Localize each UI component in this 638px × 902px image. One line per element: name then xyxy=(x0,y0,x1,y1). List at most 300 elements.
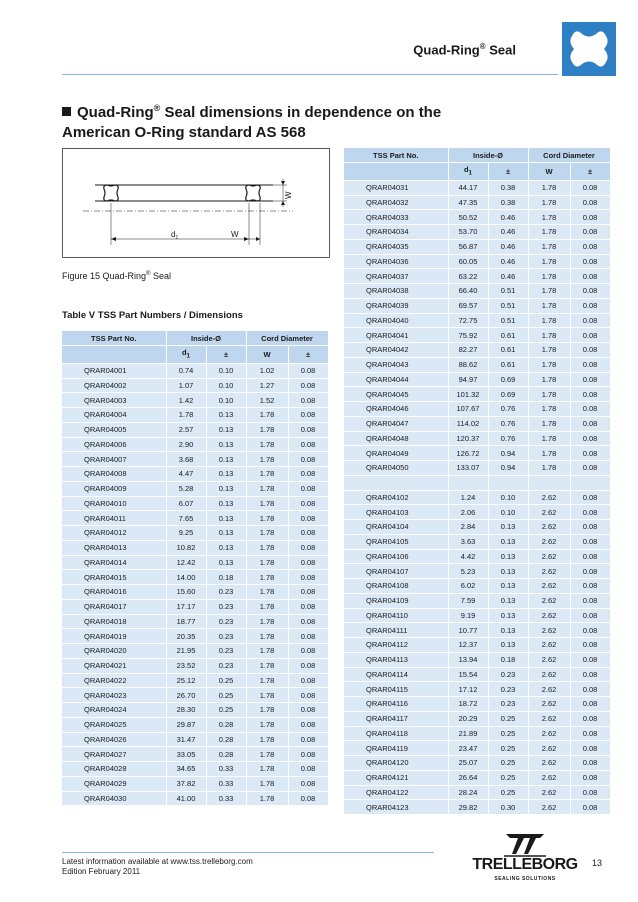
cell-inside-tolerance: 0.33 xyxy=(206,776,246,791)
cell-part-no: QRAR04104 xyxy=(344,520,448,535)
cell-cord-w: 2.62 xyxy=(528,549,570,564)
cell-cord-w: 2.62 xyxy=(528,741,570,756)
table-header-row xyxy=(62,331,328,346)
cell-inside-tolerance: 0.25 xyxy=(488,770,528,785)
cell-cord-w: 1.78 xyxy=(246,452,288,467)
cell-part-no: QRAR04032 xyxy=(344,195,448,210)
cell-cord-tolerance: 0.08 xyxy=(570,195,610,210)
table-row xyxy=(344,475,610,490)
cell-cord-w: 2.62 xyxy=(528,534,570,549)
cell-inside-tolerance: 0.46 xyxy=(488,210,528,225)
cell-inside-d1: 10.77 xyxy=(448,623,488,638)
cell-inside-tolerance: 0.23 xyxy=(206,629,246,644)
cell-inside-d1: 23.52 xyxy=(166,658,206,673)
cell-part-no: QRAR04006 xyxy=(62,437,166,452)
table-row xyxy=(62,422,328,437)
cell-cord-tolerance: 0.08 xyxy=(288,658,328,673)
cell-part-no: QRAR04022 xyxy=(62,673,166,688)
cell-inside-tolerance: 0.51 xyxy=(488,284,528,299)
cell-inside-d1: 28.24 xyxy=(448,785,488,800)
cell-cord-w: 1.78 xyxy=(246,481,288,496)
table-row xyxy=(62,614,328,629)
cell-cord-w: 1.78 xyxy=(246,511,288,526)
table-row xyxy=(62,511,328,526)
cell-part-no: QRAR04115 xyxy=(344,682,448,697)
cell-cord-w: 2.62 xyxy=(528,726,570,741)
cell-cord-w: 1.78 xyxy=(528,431,570,446)
table-row xyxy=(62,732,328,747)
cell-cord-w: 1.78 xyxy=(528,328,570,343)
cell-inside-d1: 126.72 xyxy=(448,446,488,461)
cell-inside-d1: 88.62 xyxy=(448,357,488,372)
cell-cord-w: 1.78 xyxy=(528,254,570,269)
table-cell-empty xyxy=(488,475,528,490)
w-vertical-label: W xyxy=(284,191,293,199)
cell-cord-w: 1.78 xyxy=(528,313,570,328)
table-row xyxy=(62,599,328,614)
cell-cord-tolerance: 0.08 xyxy=(570,284,610,299)
cell-inside-d1: 5.28 xyxy=(166,481,206,496)
cell-cord-tolerance: 0.08 xyxy=(570,225,610,240)
cell-part-no: QRAR04007 xyxy=(62,452,166,467)
header-d1: $d_1$ xyxy=(166,346,206,364)
cell-cord-w: 1.78 xyxy=(528,372,570,387)
page-header-title: Quad-Ring® Seal xyxy=(413,42,516,58)
table-row xyxy=(62,467,328,482)
cell-inside-d1: 69.57 xyxy=(448,298,488,313)
cell-cord-tolerance: 0.08 xyxy=(570,416,610,431)
cell-inside-d1: 21.95 xyxy=(166,644,206,659)
cell-part-no: QRAR04034 xyxy=(344,225,448,240)
header-w: W xyxy=(528,163,570,181)
cell-inside-d1: 66.40 xyxy=(448,284,488,299)
cell-inside-d1: 4.47 xyxy=(166,467,206,482)
cell-inside-tolerance: 0.25 xyxy=(488,726,528,741)
cell-inside-d1: 20.35 xyxy=(166,629,206,644)
cell-cord-tolerance: 0.08 xyxy=(570,800,610,815)
cell-part-no: QRAR04030 xyxy=(62,791,166,806)
cell-cord-tolerance: 0.08 xyxy=(570,564,610,579)
cell-cord-w: 2.62 xyxy=(528,638,570,653)
cell-cord-tolerance: 0.08 xyxy=(288,791,328,806)
cell-cord-tolerance: 0.08 xyxy=(570,180,610,195)
table-row xyxy=(62,555,328,570)
table-row xyxy=(62,363,328,378)
cell-inside-tolerance: 0.46 xyxy=(488,254,528,269)
cell-part-no: QRAR04047 xyxy=(344,416,448,431)
cell-inside-d1: 6.07 xyxy=(166,496,206,511)
cell-cord-tolerance: 0.08 xyxy=(570,387,610,402)
cell-inside-d1: 56.87 xyxy=(448,239,488,254)
cell-cord-w: 1.78 xyxy=(246,437,288,452)
cell-inside-tolerance: 0.38 xyxy=(488,180,528,195)
cell-inside-d1: 1.42 xyxy=(166,393,206,408)
cell-cord-tolerance: 0.08 xyxy=(570,431,610,446)
cell-inside-tolerance: 0.13 xyxy=(206,540,246,555)
cell-inside-tolerance: 0.25 xyxy=(488,785,528,800)
cell-cord-w: 1.78 xyxy=(246,496,288,511)
trelleborg-emblem-icon xyxy=(466,830,584,858)
figure-quad-ring-drawing xyxy=(62,148,330,258)
cell-part-no: QRAR04033 xyxy=(344,210,448,225)
cell-part-no: QRAR04117 xyxy=(344,711,448,726)
table-cell-empty xyxy=(448,475,488,490)
cell-cord-tolerance: 0.08 xyxy=(570,446,610,461)
cell-part-no: QRAR04042 xyxy=(344,343,448,358)
cell-inside-d1: 120.37 xyxy=(448,431,488,446)
table-row xyxy=(62,762,328,777)
cell-inside-tolerance: 0.10 xyxy=(206,363,246,378)
cell-inside-d1: 133.07 xyxy=(448,461,488,476)
cell-inside-tolerance: 0.25 xyxy=(206,703,246,718)
table-row xyxy=(344,756,610,771)
cell-inside-tolerance: 0.13 xyxy=(488,520,528,535)
table-row xyxy=(344,652,610,667)
cell-inside-tolerance: 0.28 xyxy=(206,747,246,762)
table-row xyxy=(344,726,610,741)
cell-cord-tolerance: 0.08 xyxy=(288,599,328,614)
cell-inside-tolerance: 0.76 xyxy=(488,402,528,417)
cell-inside-tolerance: 0.13 xyxy=(206,555,246,570)
cell-cord-w: 1.78 xyxy=(528,225,570,240)
cell-cord-w: 1.78 xyxy=(246,747,288,762)
header-w: W xyxy=(246,346,288,364)
cell-inside-tolerance: 0.13 xyxy=(206,526,246,541)
cell-inside-d1: 101.32 xyxy=(448,387,488,402)
cell-part-no: QRAR04008 xyxy=(62,467,166,482)
table-row xyxy=(344,579,610,594)
cell-part-no: QRAR04041 xyxy=(344,328,448,343)
table-row xyxy=(344,446,610,461)
cell-cord-tolerance: 0.08 xyxy=(288,437,328,452)
cell-part-no: QRAR04107 xyxy=(344,564,448,579)
table-header-row xyxy=(344,148,610,163)
table-row xyxy=(344,343,610,358)
cell-part-no: QRAR04123 xyxy=(344,800,448,815)
cell-cord-tolerance: 0.08 xyxy=(288,776,328,791)
trelleborg-tagline: SEALING SOLUTIONS xyxy=(494,876,556,882)
header-d1: $d_1$ xyxy=(448,163,488,181)
cell-inside-d1: 18.77 xyxy=(166,614,206,629)
cell-inside-d1: 1.78 xyxy=(166,408,206,423)
cell-cord-w: 1.78 xyxy=(528,239,570,254)
cell-inside-tolerance: 0.13 xyxy=(488,534,528,549)
cell-cord-w: 1.78 xyxy=(528,195,570,210)
cell-part-no: QRAR04026 xyxy=(62,732,166,747)
cell-inside-tolerance: 0.13 xyxy=(488,623,528,638)
table-row xyxy=(62,747,328,762)
cell-cord-tolerance: 0.08 xyxy=(570,652,610,667)
trelleborg-logo xyxy=(466,830,584,888)
cell-inside-tolerance: 0.18 xyxy=(206,570,246,585)
cell-inside-d1: 1.07 xyxy=(166,378,206,393)
cell-cord-w: 2.62 xyxy=(528,623,570,638)
table-row xyxy=(344,593,610,608)
cell-inside-tolerance: 0.28 xyxy=(206,717,246,732)
table-row xyxy=(62,717,328,732)
table-row xyxy=(344,254,610,269)
cell-cord-w: 1.78 xyxy=(246,673,288,688)
cell-inside-d1: 17.17 xyxy=(166,599,206,614)
table-subheader-row xyxy=(344,163,610,181)
cell-cord-tolerance: 0.08 xyxy=(288,673,328,688)
cell-cord-w: 1.78 xyxy=(246,688,288,703)
cell-cord-w: 1.78 xyxy=(246,422,288,437)
cell-inside-d1: 7.59 xyxy=(448,593,488,608)
table-row xyxy=(344,549,610,564)
cell-inside-d1: 9.19 xyxy=(448,608,488,623)
cell-cord-tolerance: 0.08 xyxy=(288,747,328,762)
table-row xyxy=(344,416,610,431)
cell-inside-d1: 34.65 xyxy=(166,762,206,777)
table-row xyxy=(344,785,610,800)
cell-cord-tolerance: 0.08 xyxy=(288,526,328,541)
footer-divider xyxy=(62,852,434,853)
cell-cord-tolerance: 0.08 xyxy=(288,422,328,437)
cell-cord-w: 2.62 xyxy=(528,800,570,815)
cell-cord-tolerance: 0.08 xyxy=(570,667,610,682)
cell-inside-d1: 0.74 xyxy=(166,363,206,378)
table-row xyxy=(344,357,610,372)
cell-inside-tolerance: 0.13 xyxy=(488,564,528,579)
table-row xyxy=(344,298,610,313)
cell-cord-w: 2.62 xyxy=(528,593,570,608)
cell-cord-tolerance: 0.08 xyxy=(570,756,610,771)
cell-cord-tolerance: 0.08 xyxy=(570,741,610,756)
cell-part-no: QRAR04122 xyxy=(344,785,448,800)
cell-cord-w: 1.78 xyxy=(528,357,570,372)
section-heading: Quad-Ring® Seal dimensions in dependence on the American O-Ring standard AS 568 xyxy=(62,103,442,141)
cell-cord-tolerance: 0.08 xyxy=(288,378,328,393)
cell-part-no: QRAR04038 xyxy=(344,284,448,299)
table-row xyxy=(344,461,610,476)
table-row xyxy=(344,490,610,505)
cell-inside-tolerance: 0.33 xyxy=(206,791,246,806)
cell-inside-tolerance: 0.13 xyxy=(206,481,246,496)
table-row xyxy=(344,638,610,653)
cell-part-no: QRAR04004 xyxy=(62,408,166,423)
cell-inside-d1: 13.94 xyxy=(448,652,488,667)
cell-cord-tolerance: 0.08 xyxy=(570,328,610,343)
table-row xyxy=(344,564,610,579)
header-tolerance: ± xyxy=(288,346,328,364)
cell-part-no: QRAR04002 xyxy=(62,378,166,393)
cell-part-no: QRAR04106 xyxy=(344,549,448,564)
cell-cord-w: 1.27 xyxy=(246,378,288,393)
cell-cord-tolerance: 0.08 xyxy=(288,393,328,408)
cell-inside-d1: 26.70 xyxy=(166,688,206,703)
cell-cord-tolerance: 0.08 xyxy=(288,688,328,703)
cell-part-no: QRAR04016 xyxy=(62,585,166,600)
cell-inside-d1: 12.37 xyxy=(448,638,488,653)
cell-part-no: QRAR04010 xyxy=(62,496,166,511)
cell-inside-tolerance: 0.23 xyxy=(488,667,528,682)
cell-inside-d1: 14.00 xyxy=(166,570,206,585)
cell-inside-d1: 50.52 xyxy=(448,210,488,225)
header-inside-diameter: Inside-Ø xyxy=(166,331,246,346)
quad-ring-logo xyxy=(562,22,616,76)
cell-cord-w: 1.78 xyxy=(528,210,570,225)
cell-inside-d1: 37.82 xyxy=(166,776,206,791)
part-number-table-right xyxy=(344,148,611,815)
cell-cord-w: 1.78 xyxy=(528,402,570,417)
table-row xyxy=(62,703,328,718)
cell-cord-tolerance: 0.08 xyxy=(570,520,610,535)
cell-inside-d1: 3.63 xyxy=(448,534,488,549)
cell-part-no: QRAR04043 xyxy=(344,357,448,372)
cell-inside-d1: 29.82 xyxy=(448,800,488,815)
table-row xyxy=(62,658,328,673)
cell-inside-tolerance: 0.10 xyxy=(206,393,246,408)
cell-cord-tolerance: 0.08 xyxy=(288,732,328,747)
cell-part-no: QRAR04021 xyxy=(62,658,166,673)
cell-part-no: QRAR04031 xyxy=(344,180,448,195)
cell-cord-w: 2.62 xyxy=(528,682,570,697)
cell-cord-w: 1.78 xyxy=(528,387,570,402)
cell-inside-tolerance: 0.10 xyxy=(488,505,528,520)
table-row xyxy=(62,540,328,555)
table-row xyxy=(344,697,610,712)
cell-cord-tolerance: 0.08 xyxy=(570,579,610,594)
cell-part-no: QRAR04001 xyxy=(62,363,166,378)
cell-inside-tolerance: 0.13 xyxy=(206,452,246,467)
cell-inside-tolerance: 0.13 xyxy=(488,549,528,564)
table-row xyxy=(344,534,610,549)
trelleborg-wordmark: TRELLEBORG xyxy=(472,856,578,873)
cell-inside-d1: 44.17 xyxy=(448,180,488,195)
cell-cord-w: 1.78 xyxy=(246,614,288,629)
cell-inside-tolerance: 0.94 xyxy=(488,446,528,461)
cell-cord-tolerance: 0.08 xyxy=(570,593,610,608)
cell-part-no: QRAR04025 xyxy=(62,717,166,732)
cell-inside-d1: 23.47 xyxy=(448,741,488,756)
footer-edition-line: Edition February 2011 xyxy=(62,867,141,876)
cell-part-no: QRAR04050 xyxy=(344,461,448,476)
cell-cord-tolerance: 0.08 xyxy=(288,570,328,585)
table-cell-empty xyxy=(528,475,570,490)
cell-inside-tolerance: 0.25 xyxy=(206,673,246,688)
cell-inside-tolerance: 0.13 xyxy=(488,608,528,623)
table-row xyxy=(62,776,328,791)
cell-inside-d1: 107.67 xyxy=(448,402,488,417)
cell-part-no: QRAR04012 xyxy=(62,526,166,541)
cell-inside-tolerance: 0.13 xyxy=(488,593,528,608)
cell-part-no: QRAR04005 xyxy=(62,422,166,437)
cell-cord-w: 1.78 xyxy=(246,555,288,570)
cell-inside-d1: 21.89 xyxy=(448,726,488,741)
cell-part-no: QRAR04113 xyxy=(344,652,448,667)
table-row xyxy=(62,452,328,467)
cell-inside-tolerance: 0.25 xyxy=(488,756,528,771)
table-row xyxy=(344,402,610,417)
cell-cord-tolerance: 0.08 xyxy=(288,614,328,629)
table-row xyxy=(62,585,328,600)
cell-cord-w: 1.78 xyxy=(528,446,570,461)
cell-part-no: QRAR04112 xyxy=(344,638,448,653)
cell-inside-tolerance: 0.25 xyxy=(488,741,528,756)
cell-cord-w: 2.62 xyxy=(528,505,570,520)
cell-cord-w: 1.78 xyxy=(246,585,288,600)
table-row xyxy=(344,711,610,726)
cell-part-no: QRAR04013 xyxy=(62,540,166,555)
cell-inside-d1: 18.72 xyxy=(448,697,488,712)
part-number-table-left xyxy=(62,331,329,806)
table-row xyxy=(62,378,328,393)
cell-cord-w: 1.78 xyxy=(246,644,288,659)
cell-part-no: QRAR04044 xyxy=(344,372,448,387)
cell-cord-tolerance: 0.08 xyxy=(288,540,328,555)
cell-cord-tolerance: 0.08 xyxy=(288,644,328,659)
cell-cord-w: 1.78 xyxy=(246,467,288,482)
cell-cord-tolerance: 0.08 xyxy=(288,408,328,423)
cell-cord-tolerance: 0.08 xyxy=(570,770,610,785)
cell-cord-w: 1.78 xyxy=(246,408,288,423)
cell-part-no: QRAR04048 xyxy=(344,431,448,446)
cell-inside-d1: 5.23 xyxy=(448,564,488,579)
cell-inside-d1: 25.12 xyxy=(166,673,206,688)
cell-cord-tolerance: 0.08 xyxy=(570,343,610,358)
cell-inside-tolerance: 0.76 xyxy=(488,431,528,446)
cell-cord-tolerance: 0.08 xyxy=(570,490,610,505)
cell-part-no: QRAR04111 xyxy=(344,623,448,638)
cell-inside-tolerance: 0.23 xyxy=(206,658,246,673)
cell-inside-tolerance: 0.51 xyxy=(488,313,528,328)
table-row xyxy=(62,408,328,423)
cell-inside-d1: 2.90 xyxy=(166,437,206,452)
cell-inside-d1: 41.00 xyxy=(166,791,206,806)
cell-cord-w: 1.78 xyxy=(246,540,288,555)
cell-part-no: QRAR04028 xyxy=(62,762,166,777)
cell-inside-tolerance: 0.46 xyxy=(488,239,528,254)
cell-inside-d1: 9.25 xyxy=(166,526,206,541)
cell-cord-tolerance: 0.08 xyxy=(288,363,328,378)
cell-inside-d1: 2.57 xyxy=(166,422,206,437)
cell-cord-tolerance: 0.08 xyxy=(288,511,328,526)
table-row xyxy=(344,328,610,343)
cell-cord-w: 1.78 xyxy=(246,703,288,718)
table-row xyxy=(62,644,328,659)
cell-cord-w: 1.78 xyxy=(528,269,570,284)
cell-inside-d1: 20.29 xyxy=(448,711,488,726)
cell-part-no: QRAR04110 xyxy=(344,608,448,623)
table-row xyxy=(344,505,610,520)
cell-part-no: QRAR04015 xyxy=(62,570,166,585)
cell-inside-tolerance: 0.23 xyxy=(488,682,528,697)
cell-cord-tolerance: 0.08 xyxy=(570,608,610,623)
cell-cord-w: 1.52 xyxy=(246,393,288,408)
table-row xyxy=(62,673,328,688)
cell-part-no: QRAR04027 xyxy=(62,747,166,762)
cell-cord-tolerance: 0.08 xyxy=(570,372,610,387)
cell-cord-tolerance: 0.08 xyxy=(570,682,610,697)
cell-cord-w: 2.62 xyxy=(528,564,570,579)
cell-cord-w: 1.78 xyxy=(246,776,288,791)
cell-inside-tolerance: 0.13 xyxy=(206,511,246,526)
table-row xyxy=(344,269,610,284)
cell-inside-tolerance: 0.23 xyxy=(206,614,246,629)
cell-inside-tolerance: 0.18 xyxy=(488,652,528,667)
w-label: W xyxy=(231,230,239,239)
cell-inside-tolerance: 0.10 xyxy=(488,490,528,505)
header-divider xyxy=(62,74,558,75)
cell-cord-w: 1.78 xyxy=(246,717,288,732)
cell-cord-w: 1.78 xyxy=(246,658,288,673)
cell-cord-tolerance: 0.08 xyxy=(570,461,610,476)
cell-inside-tolerance: 0.13 xyxy=(206,408,246,423)
cell-inside-tolerance: 0.61 xyxy=(488,343,528,358)
cell-inside-tolerance: 0.30 xyxy=(488,800,528,815)
table-row xyxy=(62,570,328,585)
